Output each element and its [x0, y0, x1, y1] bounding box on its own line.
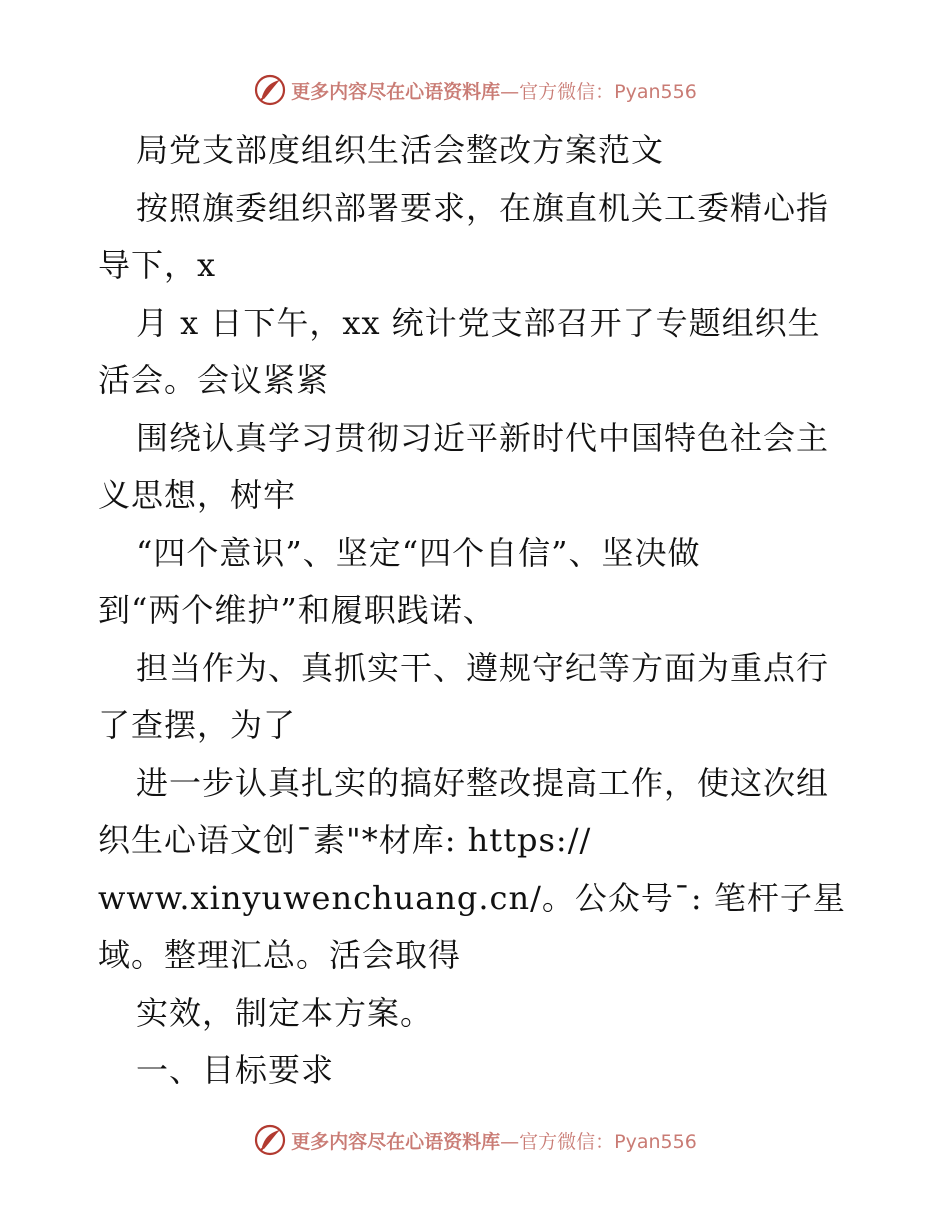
header-banner: [0, 70, 950, 110]
pen-logo-icon: [253, 73, 287, 107]
doc-line: 织生心语文创¯素"*材库: https://: [98, 821, 592, 859]
doc-line: 导下，x: [98, 246, 217, 284]
doc-title: 局党支部度组织生活会整改方案范文: [136, 131, 665, 169]
doc-line: 域。整理汇总。活会取得: [98, 936, 462, 974]
footer-brand-text: 更多内容尽在心语资料库: [291, 1130, 501, 1153]
section-heading: 一、目标要求: [136, 1051, 335, 1089]
doc-line-url: www.xinyuwenchuang.cn/。公众号¯: 笔杆子星: [98, 878, 846, 917]
doc-line: 了查摆，为了: [98, 706, 297, 744]
doc-line: 月 x 日下午，xx 统计党支部召开了专题组织生: [136, 303, 821, 342]
doc-line: 围绕认真学习贯彻习近平新时代中国特色社会主: [136, 418, 830, 457]
pen-logo-icon: [253, 1123, 287, 1157]
footer-banner: [0, 1120, 950, 1160]
header-brand-text: 更多内容尽在心语资料库: [291, 80, 501, 103]
doc-line: 进一步认真扎实的搞好整改提高工作，使这次组: [136, 763, 830, 802]
doc-line: 担当作为、真抓实干、遵规守纪等方面为重点行: [136, 648, 830, 687]
doc-line: “四个意识”、坚定“四个自信”、坚决做: [136, 533, 701, 572]
header-official-text: —官方微信：Pyan556: [500, 80, 697, 103]
doc-line: 义思想，树牢: [98, 476, 297, 514]
footer-official-text: —官方微信：Pyan556: [500, 1130, 697, 1153]
document-body: [98, 122, 868, 1100]
doc-line: 到“两个维护”和履职践诺、: [98, 591, 496, 629]
doc-line: 实效，制定本方案。: [136, 993, 434, 1032]
doc-line: 活会。会议紧紧: [98, 361, 330, 399]
doc-line: 按照旗委组织部署要求，在旗直机关工委精心指: [136, 188, 830, 227]
